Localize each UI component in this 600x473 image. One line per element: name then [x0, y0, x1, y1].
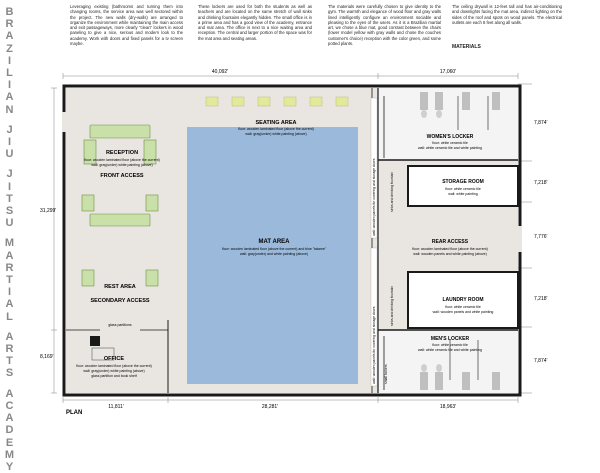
description-text-1: Leveraging existing (bathrooms and turning them into changing rooms, the service area was well sectored within the project. The new walls (dry-walls) are arranged to organize the environment while maintaining the main access and exit passageways, more clearly "clean" lockers in wood paneling to give a nice, serious and modern look to the academy. Work with doors and fixed panels for a tv screen maybe.	[70, 4, 183, 47]
title-letter: I	[7, 54, 13, 67]
title-letter: T	[6, 355, 14, 368]
laundry-floor: floor: white ceramic tile	[445, 305, 481, 309]
glass-partitions-label: glass partitions	[108, 323, 132, 327]
womens-wall: wall: white ceramic tile and white painting	[417, 146, 483, 150]
title-letter: I	[7, 180, 13, 193]
dim-right: 7,874'	[534, 120, 548, 126]
mat-area-label: MAT AREA	[258, 239, 290, 245]
description-text-4: The ceiling drywall is 12-feet tall and has air-conditioning and downlights facing the mat area, indirect lighting on the sides of the roof and spots on wood panels. The electrical outlets are each 8 feet along all walls.	[452, 4, 562, 25]
secondary-access-label: SECONDARY ACCESS	[90, 298, 150, 304]
title-letter: Z	[6, 42, 14, 55]
seating-floor: floor: wooden laminated floor (above the current)	[238, 127, 314, 131]
title-letter: S	[5, 367, 15, 380]
mens-locker-label: MEN'S LOCKER	[430, 336, 470, 342]
title-letter: A	[5, 387, 15, 400]
title-letter: B	[5, 6, 15, 18]
storage-room-floor	[408, 166, 518, 206]
storage-wall: wall: white painting	[448, 192, 478, 196]
title-letter: M	[4, 448, 16, 461]
front-access-label: FRONT ACCESS	[100, 173, 144, 179]
small-lockers-label: small lockers	[384, 364, 388, 384]
mens-floor: floor: white ceramic tile	[432, 343, 468, 347]
title-letter: S	[5, 205, 15, 218]
title-letter: A	[5, 91, 15, 104]
office-label: OFFICE	[103, 356, 125, 362]
title-letter: C	[5, 399, 15, 412]
title-letter: M	[4, 237, 16, 250]
seating-area-label: SEATING AREA	[255, 120, 297, 126]
dim-top-left: 40,092'	[211, 69, 229, 75]
description-text-2: These lockers are used for both the students as well as teachers and are located on the same stretch of wall sinks and drinking fountains elegantly hidden. The small office is in a prime area and has a good view of the academy, entrance and mat area. The office is next to a nice waiting area and reception. The central and larger portion of the space was for the mat area and seating areas.	[198, 4, 312, 41]
rear-wall: wall: wooden panels and white painting (above)	[413, 252, 487, 256]
reception-label: RECEPTION	[105, 150, 139, 156]
description-text-3: The materials were carefully chosen to give identity to the gym. The warmth and elegance of wood floor and gray walls lined intelligently configure an environment sociable and pleasing to the eyes of the users. As it is a Brazilian martial art, we chose a blue mat, good contrast between the chairs (lower model yellow with gray walls and chose the couches customer's choice) reception with the color green, and some potted plants.	[328, 4, 441, 47]
laundry-room-label: LAUNDRY ROOM	[442, 297, 484, 303]
seating-wall: wall: gray(under) white painting (above)	[245, 132, 307, 136]
rest-area-label: REST AREA	[104, 284, 136, 290]
reception-wall: wall: gray(under) white painting (above)	[91, 163, 153, 167]
mens-wall: wall: white ceramic tile and white painting	[417, 348, 483, 352]
title-letter: I	[7, 286, 13, 299]
title-letter: E	[5, 436, 15, 449]
title-letter: I	[7, 79, 13, 92]
office-wall: wall: gray(under) white painting (above)	[83, 369, 145, 373]
title-letter: R	[5, 261, 15, 274]
office-extra: glass partition and book shelf	[91, 374, 137, 378]
title-letter: J	[6, 168, 14, 181]
title-letter: A	[5, 249, 15, 262]
dim-right: 7,218'	[534, 180, 548, 186]
title-letter: U	[5, 148, 15, 161]
rear-floor: floor: wooden laminated floor (above the current)	[412, 247, 488, 251]
dim-right: 7,874'	[534, 358, 548, 364]
title-letter: D	[5, 424, 15, 437]
dim-left-upper: 31,299'	[40, 208, 57, 214]
womens-locker-label: WOMEN'S LOCKER	[426, 134, 474, 140]
sinks-upper-label: sinks and drinking fountain	[390, 171, 394, 212]
dim-bottom-left: 11,811'	[108, 404, 124, 410]
sinks-lower-label: sinks and drinking fountain	[390, 285, 394, 326]
womens-floor: floor: white ceramic tile	[432, 141, 468, 145]
title-letter: A	[5, 412, 15, 425]
title-letter: T	[6, 192, 14, 205]
dim-left-lower: 8,169'	[40, 354, 54, 360]
rear-access-label: REAR ACCESS	[431, 239, 469, 245]
panel-upper-label: wall: wooden panels for covering and storage doors	[372, 158, 376, 236]
title-letter: A	[5, 30, 15, 43]
title-letter: L	[6, 310, 14, 323]
dim-bottom-right: 18,963'	[439, 404, 457, 410]
office-chair	[90, 336, 100, 346]
title-letter: Y	[5, 460, 15, 473]
title-letter: J	[6, 123, 14, 136]
storage-room-label: STORAGE ROOM	[442, 179, 484, 185]
mat-wall: wall: gray(under) and white painting (above)	[239, 252, 309, 256]
title-letter: T	[6, 274, 14, 287]
title-letter: A	[5, 330, 15, 343]
title-letter: I	[7, 136, 13, 149]
mat-floor: floor: wooden laminated floor (above the current) and blue "tatame"	[221, 247, 327, 251]
panel-lower-label: wall: wooden panels for covering and storage doors	[372, 306, 376, 384]
title-letter: U	[5, 217, 15, 230]
dim-top-right: 17,060'	[439, 69, 457, 75]
title-letter: N	[5, 103, 15, 116]
reception-floor: floor: wooden laminated floor (above the current)	[84, 158, 160, 162]
title-letter: L	[6, 67, 14, 80]
dim-right: 7,218'	[534, 296, 548, 302]
title-letter: R	[5, 343, 15, 356]
dim-bottom-mid: 28,281'	[261, 404, 279, 410]
dim-right: 7,776'	[534, 234, 548, 240]
materials-heading: MATERIALS	[452, 44, 481, 50]
storage-floor: floor: white ceramic tile	[445, 187, 481, 191]
title-letter: R	[5, 18, 15, 31]
plan-label: PLAN	[66, 410, 83, 416]
office-floor: floor: wooden laminated floor (above the current)	[76, 364, 152, 368]
title-letter: A	[5, 298, 15, 311]
laundry-wall: wall: wooden panels and white painting	[432, 310, 494, 314]
